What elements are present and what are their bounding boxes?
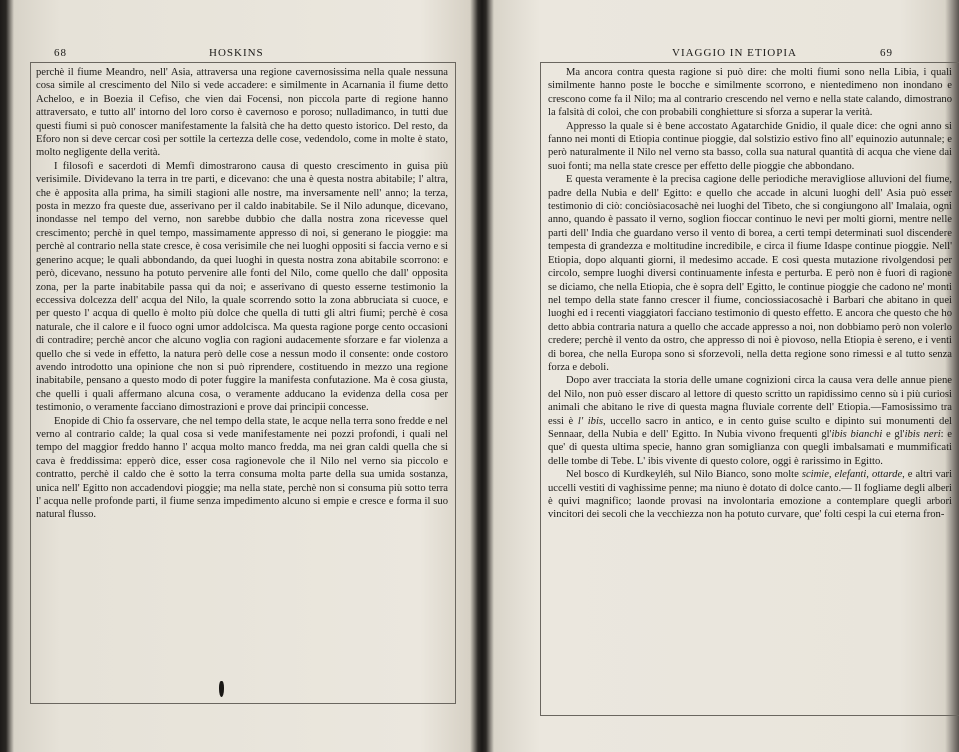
left-running-head: HOSKINS (209, 47, 264, 59)
p4-ibis: l' ibis (577, 415, 604, 427)
right-running-head: VIAGGIO IN ETIOPIA (672, 47, 797, 59)
p4-ibis-bianchi: ibis bianchi (831, 428, 883, 440)
right-paragraph-5 (548, 468, 952, 522)
left-paragraph-3: Enopide di Chio fa osservare, che nel tempo della state, le acque nella terra sono fredde e nel verno al contrario calde; la qual cosa si vede manifestamente nei pozzi profondi, i quali nel tempo del maggior freddo hanno l' acqua molto manco fredda, ma nei gran caldi quella che si cava è freddissima: epperò dice, esser cosa ragionevole che il Nilo nel verno sia piccolo e contratto, perchè il caldo che è sotto la terra consuma molta parte della sua umida sostanza, unica nell' Egitto non accadendovi pioggie; ma nella state, perchè non si consuma più sotto terra l' acqua nelle profonde parti, il fiume senza impedimento alcuno si empie e cresce e forma il suo natural flusso. (36, 415, 448, 521)
right-paragraph-3: E questa veramente è la precisa cagione delle periodiche meravigliose alluvioni del fiume, padre della Nubia e dell' Egitto: e quello che accade in alcuni luoghi dell' Asia può esser testimonio di ciò: conciòsiacosachè nei luoghi del Tibeto, che si congiungono all' Imalaia, ogni anno, quando è passato il verno, soglion fioccar continuo le nevi per molti giorni, mentre nelle parti dell' India che guardano verso il vento di borea, a certi tempi determinati suol discendere tempesta di grandezza e moltitudine incredibile, e circa il fiume Idaspe continue pioggie. Nell' Etiopia, dopo alquanti giorni, il medesimo accade. E così questa mutazione rivolgendosi per circolo, sempre luoghi diversi continuamente infesta e perturba. E però non è fuori di ragione se diciamo, che nella Etiopia, che è sopra dell' Egitto, le continue pioggie che cadono ne' monti nel tempo della state fanno crescer il fiume, conciossiacosachè i Barbari che abitano in quei luoghi ed i recenti viaggiatori facciano testimonio di questo effetto. E ancora che questo che ho detto abbia contraria natura a quello che accade appresso a noi, non dobbiamo però non volerlo credere; perchè il vento da ostro, che appresso di noi è piovoso, nella Etiopia è sereno, e i venti di borea, che nella Europa sono sì sforzevoli, nella detta regione sono rimessi e al tutto senza forza e deboli. (548, 174, 952, 373)
right-paragraph-2: Appresso la quale si è bene accostato Agatarchide Gnidio, il quale dice: che ogni anno si fanno nei monti di Etiopia continue pioggie, dal solstizio estivo fino all' equinozio autunnale; e però naturalmente il Nilo nel verno sta basso, colla sua natural quantità di acqua che viene dai suoi fonti; ma nella state cresce per effetto delle pioggie che abbondano. (548, 120, 952, 172)
left-page-number: 68 (54, 47, 67, 59)
p4-ibis-neri: ibis neri (904, 428, 941, 440)
left-body-text (36, 66, 448, 522)
right-page-number: 69 (880, 47, 893, 59)
right-paragraph-4 (548, 374, 952, 468)
p4-text-c: e gl' (886, 428, 905, 440)
p5-animals: scimie, elefanti, ottarde (801, 469, 903, 481)
p4-text-d: : e que' di questa ultima specie, hanno gran somiglianza con quegli imbalsamati e mummificati delle tombe di Tebe. L' ibis vivente di questo colore, oggi è rarissimo in Egitto. (548, 428, 953, 467)
left-paragraph-1: perchè il fiume Meandro, nell' Asia, attraversa una regione cavernosissima nella quale nessuna cosa simile al crescimento del Nilo si vede accadere: e similmente in Acarnania il fiume detto Acheloo, e in Boezia il Cefiso, che vien dai Focensi, non piccola parte di regione hanno attraversato, e tutto all' intorno del loro corso è cavernoso e poroso; nulladimanco, in tutti due questi fiumi si può conoscer manifestamente la falsità che ha detto questo istorico. Del resto, da Eforo non si deve cercar così per sottile la certezza delle cose, vedendolo, come in molte è stato, molto negligente della verità. (36, 67, 448, 159)
right-paragraph-1: Ma ancora contra questa ragione si può dire: che molti fiumi sono nella Libia, i quali similmente hanno poste le bocche e similmente scorrono, e nientedimeno non inondano e crescono come fa il Nilo; ma al contrario crescendo nel verno e nella state calando, dimostrano la falsità di coloi, che con probabili conghietture si sforza a superar la verità. (548, 67, 952, 119)
p4-text-a: Dopo aver tracciata la storia delle umane cognizioni circa la causa vera delle annue piene del Nilo, non può esser discaro al lettore di questo scritto un rapidissimo cenno sù i più curiosi animali che abitano le rive di questa magna fluviale corrente dell' Etiopia.—Famosissimo tra essi è (548, 375, 952, 427)
p5-text-a: Nel bosco di Kurdkeyléh, sul Nilo Bianco, sono molte (566, 469, 799, 481)
p5-text-b: , e altri vari uccelli vestiti di vaghissime penne; ma niuno è dotato di dolce canto.— Il fogliame degli alberi è quivi magnifico; laonde provasi na involontaria emozione a contemplare quegli arbori vincitori dei secoli che la vecchiezza non ha potuto curvare, que' folti cespi la cui eterna fron- (548, 469, 953, 521)
p4-text-b: , uccello sacro in antico, e in cento guise sculto e dipinto sui monumenti del Sennaar, della Nubia e dell' Egitto. In Nubia vivono frequenti gl' (548, 415, 953, 440)
right-body-text (548, 66, 952, 522)
ink-blot (219, 681, 224, 697)
right-page (494, 0, 953, 752)
left-page (14, 0, 474, 752)
left-paragraph-2: I filosofi e sacerdoti di Memfi dimostrarono causa di questo crescimento in guisa più verisimile. Dividevano la terra in tre parti, e dicevano: che una è questa nostra abitabile; l' altra, che è apposita alla prima, ha simili stagioni alle nostre, ma inversamente nell' anno; la terza, posta in mezzo fra queste due, asserivano per il caldo inabitabile. Se il Nilo adunque, dicevano, inondasse nel tempo del verno, non sarebbe dubbio che dalla nostra zona ricevesse quel crescimento; perchè in quel tempo, massimamente appresso di noi, si generano le pioggie: ma perchè al contrario nella state cresce, è cosa verisimile che nei luoghi oppositi si faccia verno e si generino acque; le quali abbondando, da quei luoghi in questa nostra zona abitabile scorrono: e però, dicevano, nessuno ha potuto pervenire alle fonti del Nilo, come quello che dall' opposita zona, per la parte inabitabile passa qui da noi; e asserivano di questo esserne testimonio la eccessiva dolcezza dell' acqua del Nilo, la quale scorrendo sotto la zona abbruciata si cuoce, e per questo l' acqua di quello è molto più dolce che quella di tutti gli altri fiumi; perchè è cosa naturale, che il calore e il fuoco ogni umor addolcisca. Ma questa ragione porge cento occasioni di contradire; perchè ancor che alcuno voglia con ragioni audacemente sforzare e far violenza a quello che si vede in effetto, la natura però delle cose a nessun modo il consente: onde costoro avendo introdotto una opinione che non si può riprendere, costituendo in mezzo una regione inabitabile, pensano a questo modo di poter fuggire la manifesta confutazione. Ma è cosa giusta, che quelli i quali affermano alcuna cosa, o veramente adducano la evidenza della cosa per testimonio, o veramente facciano dimostrazioni e prove dai principii concesse. (36, 160, 448, 414)
